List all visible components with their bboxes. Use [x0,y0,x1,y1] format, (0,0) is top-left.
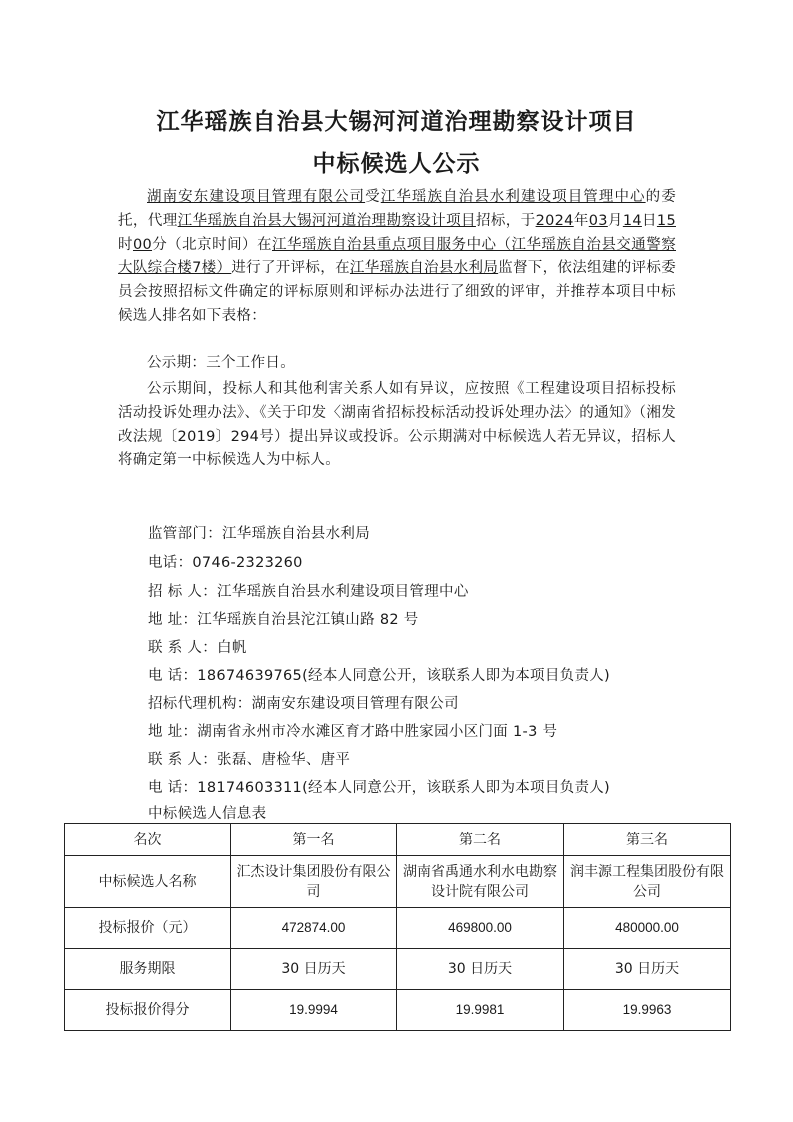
table-cell: 480000.00 [564,908,731,949]
table-cell: 19.9963 [564,990,731,1031]
intro-text: 受 [365,189,381,205]
table-cell: 30 日历天 [231,949,397,990]
table-header-cell: 第三名 [564,824,731,856]
table-cell: 服务期限 [65,949,231,990]
intro-text: 的委托，代理 [118,189,676,229]
table-header-cell: 第一名 [231,824,397,856]
intro-text: 分（北京时间）在 [152,236,272,253]
agency-name: 湖南安东建设项目管理有限公司 [147,189,366,205]
contact-line: 电话：0746-2323260 [148,555,303,571]
client-name: 江华瑶族自治县水利建设项目管理中心 [380,189,646,205]
table-cell: 湖南省禹通水利水电勘察设计院有限公司 [397,856,564,908]
table-cell: 中标候选人名称 [65,856,231,908]
table-row [65,908,731,949]
intro-text: 年 [573,212,589,229]
contact-line: 联 系 人：白帆 [148,640,247,656]
contact-line: 地 址：江华瑶族自治县沱江镇山路 82 号 [148,612,419,628]
table-cell: 472874.00 [231,908,397,949]
contact-line: 联 系 人：张磊、唐检华、唐平 [148,752,351,768]
open-month: 03 [588,212,608,229]
venue: 江华瑶族自治县重点项目服务中心（江华瑶族自治县交通警察大队综合楼7楼） [118,236,676,277]
intro-text: 月 [607,212,623,229]
table-header-cell: 名次 [65,824,231,856]
project-name: 江华瑶族自治县大锡河河道治理勘察设计项目 [177,212,476,229]
open-minute: 00 [132,236,153,253]
open-hour: 15 [656,212,676,229]
table-row [65,856,731,908]
table-caption: 中标候选人信息表 [148,806,267,822]
table-cell: 投标报价得分 [65,990,231,1031]
objection-paragraph: 公示期间，投标人和其他利害关系人如有异议，应按照《工程建设项目招标投标活动投诉处理办法》、《关于印发〈湖南省招标投标活动投诉处理办法〉的通知》（湘发改法规〔2019〕294号）提出异议或投诉。公示期满对中标候选人若无异议，招标人将确定第一中标候选人为中标人。 [118,381,676,469]
publicity-period: 公示期：三个工作日。 [147,355,295,371]
contact-line: 电 话：18174603311(经本人同意公开，该联系人即为本项目负责人) [148,780,610,796]
supervisor: 江华瑶族自治县水利局 [349,260,499,277]
intro-text: 进行了开评标，在 [231,260,350,277]
contact-line: 电 话：18674639765(经本人同意公开，该联系人即为本项目负责人) [148,668,610,684]
contact-line: 地 址：湖南省永州市冷水滩区育才路中胜家园小区门面 1-3 号 [148,724,558,740]
intro-text: 日 [641,212,657,229]
table-cell: 19.9994 [231,990,397,1031]
table-cell: 汇杰设计集团股份有限公司 [231,856,397,908]
table-cell: 润丰源工程集团股份有限公司 [564,856,731,908]
table-cell: 469800.00 [397,908,564,949]
table-row [65,990,731,1031]
table-header-row [65,824,731,856]
intro-paragraph [118,186,676,329]
table-cell: 30 日历天 [397,949,564,990]
table-header-cell: 第二名 [397,824,564,856]
open-day: 14 [622,212,642,229]
table-cell: 19.9981 [397,990,564,1031]
contact-line: 招标代理机构：湖南安东建设项目管理有限公司 [148,696,459,712]
document-title: 江华瑶族自治县大锡河河道治理勘察设计项目 [156,109,637,135]
intro-text: 监督下，依法组建的评标委员会按照招标文件确定的评标原则和评标办法进行了细致的评审，并推荐本项目中标候选人排名如下表格： [118,260,676,324]
open-year: 2024 [535,212,574,229]
table-cell: 30 日历天 [564,949,731,990]
table-row [65,949,731,990]
contact-line: 监管部门：江华瑶族自治县水利局 [148,526,370,542]
intro-text: 时 [118,236,133,253]
contact-line: 招 标 人：江华瑶族自治县水利建设项目管理中心 [148,584,469,600]
intro-text: 招标，于 [475,212,536,229]
candidate-table [64,823,731,1031]
document-subtitle: 中标候选人公示 [312,151,481,177]
table-cell: 投标报价（元） [65,908,231,949]
